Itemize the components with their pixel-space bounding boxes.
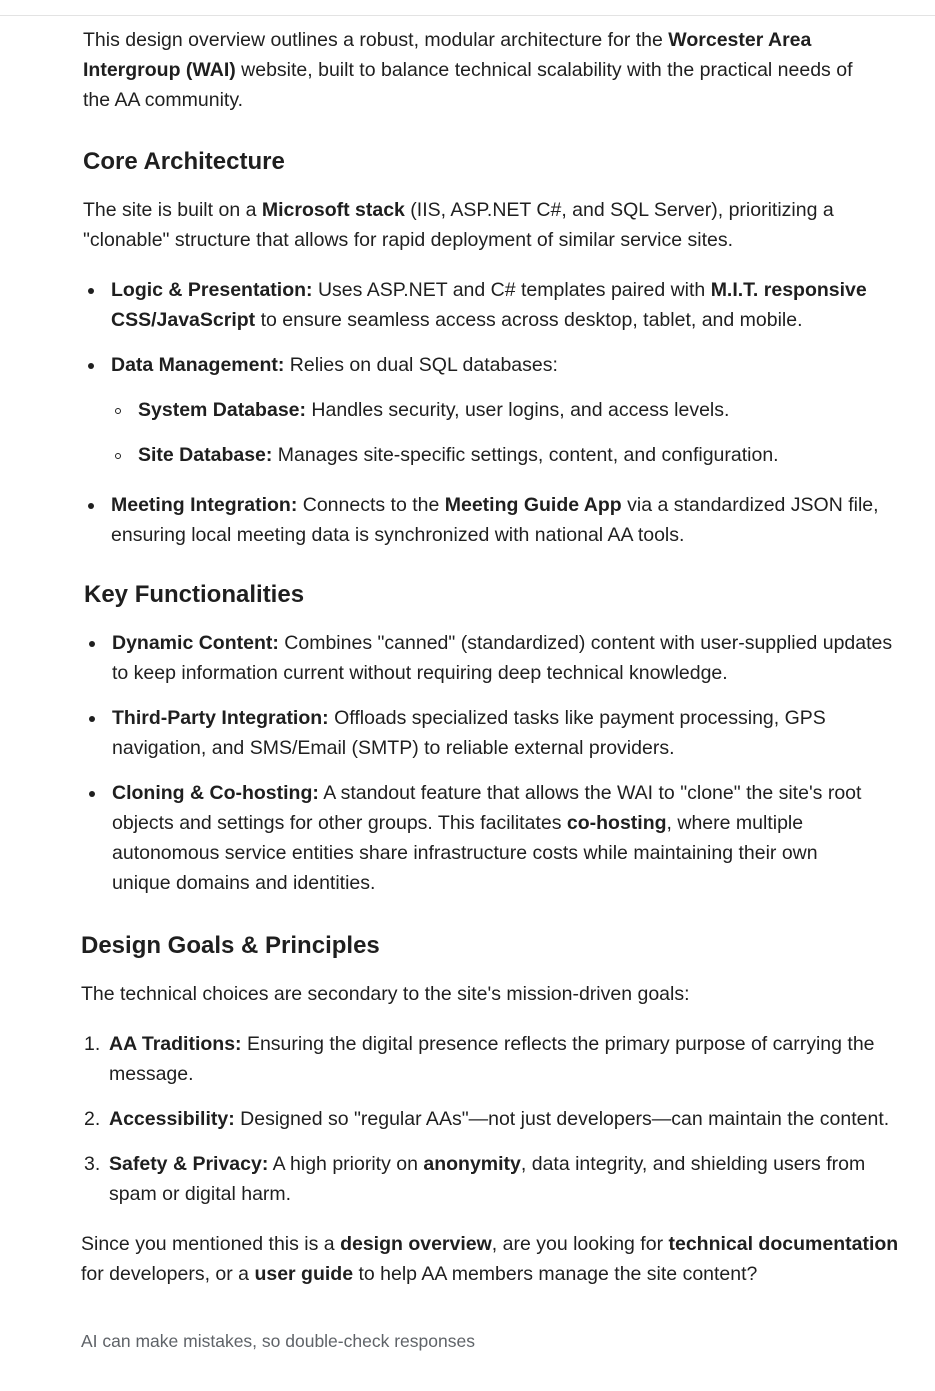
sub-bullet-icon (115, 453, 121, 459)
safety-text-2: , data integrity, and shielding users from (520, 1153, 866, 1175)
heading-design-goals: Design Goals & Principles (81, 932, 380, 959)
list-item-third-party (112, 703, 927, 763)
meeting-text-2: via a standardized JSON file, (621, 494, 879, 516)
closing-text-4: to help AA members manage the site content? (353, 1263, 758, 1285)
closing-bold-techdoc: technical documentation (668, 1233, 899, 1255)
list-item-logic (111, 275, 921, 335)
data-text: Relies on dual SQL databases: (284, 354, 558, 376)
cloning-text-5: unique domains and identities. (112, 872, 376, 894)
third-party-text-2: navigation, and SMS/Email (SMTP) to reliable external providers. (112, 737, 675, 759)
safety-text-3: spam or digital harm. (109, 1183, 292, 1205)
cloning-text-4: autonomous service entities share infrastructure costs while maintaining their own (112, 842, 818, 864)
core-paragraph (83, 195, 913, 255)
closing-paragraph (81, 1229, 926, 1289)
meeting-label: Meeting Integration: (111, 494, 298, 516)
cloning-bold-cohosting: co-hosting (566, 812, 667, 834)
top-divider (0, 15, 935, 16)
list-number: 1. (84, 1033, 101, 1055)
cloning-text-1: A standout feature that allows the WAI to "clone" the site's root (318, 782, 862, 804)
intro-text-2: website, built to balance technical scalability with the practical needs of (235, 59, 853, 81)
closing-bold-userguide: user guide (254, 1263, 354, 1285)
core-text-2: (IIS, ASP.NET C#, and SQL Server), prioritizing a (404, 199, 834, 221)
list-item-meeting (111, 490, 921, 550)
aa-label: AA Traditions: (109, 1033, 242, 1055)
list-item-dynamic (112, 628, 927, 688)
third-party-label: Third-Party Integration: (112, 707, 329, 729)
safety-label: Safety & Privacy: (109, 1153, 269, 1175)
safety-text-1: A high priority on (268, 1153, 424, 1175)
sub-bullet-icon (115, 408, 121, 414)
closing-text-2: , are you looking for (491, 1233, 669, 1255)
list-item-accessibility (109, 1104, 929, 1134)
logic-text-1: Uses ASP.NET and C# templates paired with (312, 279, 711, 301)
logic-text-2: to ensure seamless access across desktop, tablet, and mobile. (255, 309, 803, 331)
dynamic-label: Dynamic Content: (112, 632, 279, 654)
ai-disclaimer: AI can make mistakes, so double-check responses (81, 1331, 475, 1351)
list-item-safety (109, 1149, 924, 1209)
meeting-bold-app: Meeting Guide App (444, 494, 622, 516)
sysdb-label: System Database: (138, 399, 306, 421)
intro-text-1: This design overview outlines a robust, modular architecture for the (83, 29, 669, 51)
meeting-text-1: Connects to the (297, 494, 445, 516)
bullet-icon (88, 288, 94, 294)
list-item-data (111, 350, 921, 380)
bullet-icon (88, 363, 94, 369)
list-item-cloning (112, 778, 927, 898)
logic-bold-css: CSS/JavaScript (111, 309, 256, 331)
aa-text-2: message. (109, 1063, 194, 1085)
intro-bold-wai: Intergroup (WAI) (83, 59, 236, 81)
bullet-icon (89, 791, 95, 797)
data-label: Data Management: (111, 354, 285, 376)
cloning-text-2: objects and settings for other groups. This facilitates (112, 812, 567, 834)
sysdb-text: Handles security, user logins, and access levels. (306, 399, 730, 421)
dynamic-text-1: Combines "canned" (standardized) content with user-supplied updates (278, 632, 893, 654)
goals-intro (81, 979, 921, 1009)
core-text-1: The site is built on a (83, 199, 262, 221)
goals-intro-text: The technical choices are secondary to the site's mission-driven goals: (81, 983, 690, 1005)
logic-label: Logic & Presentation: (111, 279, 313, 301)
bullet-icon (88, 503, 94, 509)
intro-paragraph (83, 25, 913, 115)
list-item-aa-traditions (109, 1029, 924, 1089)
closing-bold-design: design overview (340, 1233, 492, 1255)
list-item-site-db (138, 440, 918, 470)
logic-bold-mit: M.I.T. responsive (710, 279, 867, 301)
cloning-text-3: , where multiple (666, 812, 804, 834)
heading-key-functionalities: Key Functionalities (84, 581, 305, 608)
closing-text-3: for developers, or a (81, 1263, 255, 1285)
core-bold-stack: Microsoft stack (261, 199, 405, 221)
list-number: 3. (84, 1153, 101, 1175)
accessibility-label: Accessibility: (109, 1108, 235, 1130)
list-number: 2. (84, 1108, 101, 1130)
safety-bold-anonymity: anonymity (423, 1153, 521, 1175)
sitedb-text: Manages site-specific settings, content, and configuration. (272, 444, 779, 466)
closing-text-1: Since you mentioned this is a (81, 1233, 341, 1255)
core-text-3: "clonable" structure that allows for rapid deployment of similar service sites. (83, 229, 734, 251)
bullet-icon (89, 641, 95, 647)
dynamic-text-2: to keep information current without requiring deep technical knowledge. (112, 662, 728, 684)
intro-text-3: the AA community. (83, 89, 244, 111)
aa-text-1: Ensuring the digital presence reflects the primary purpose of carrying the (241, 1033, 875, 1055)
bullet-icon (89, 716, 95, 722)
cloning-label: Cloning & Co-hosting: (112, 782, 319, 804)
meeting-text-3: ensuring local meeting data is synchronized with national AA tools. (111, 524, 685, 546)
sitedb-label: Site Database: (138, 444, 273, 466)
third-party-text-1: Offloads specialized tasks like payment processing, GPS (328, 707, 826, 729)
accessibility-text: Designed so "regular AAs"—not just developers—can maintain the content. (234, 1108, 890, 1130)
intro-bold-org: Worcester Area (668, 29, 812, 51)
heading-core-architecture: Core Architecture (83, 148, 285, 175)
list-item-system-db (138, 395, 918, 425)
